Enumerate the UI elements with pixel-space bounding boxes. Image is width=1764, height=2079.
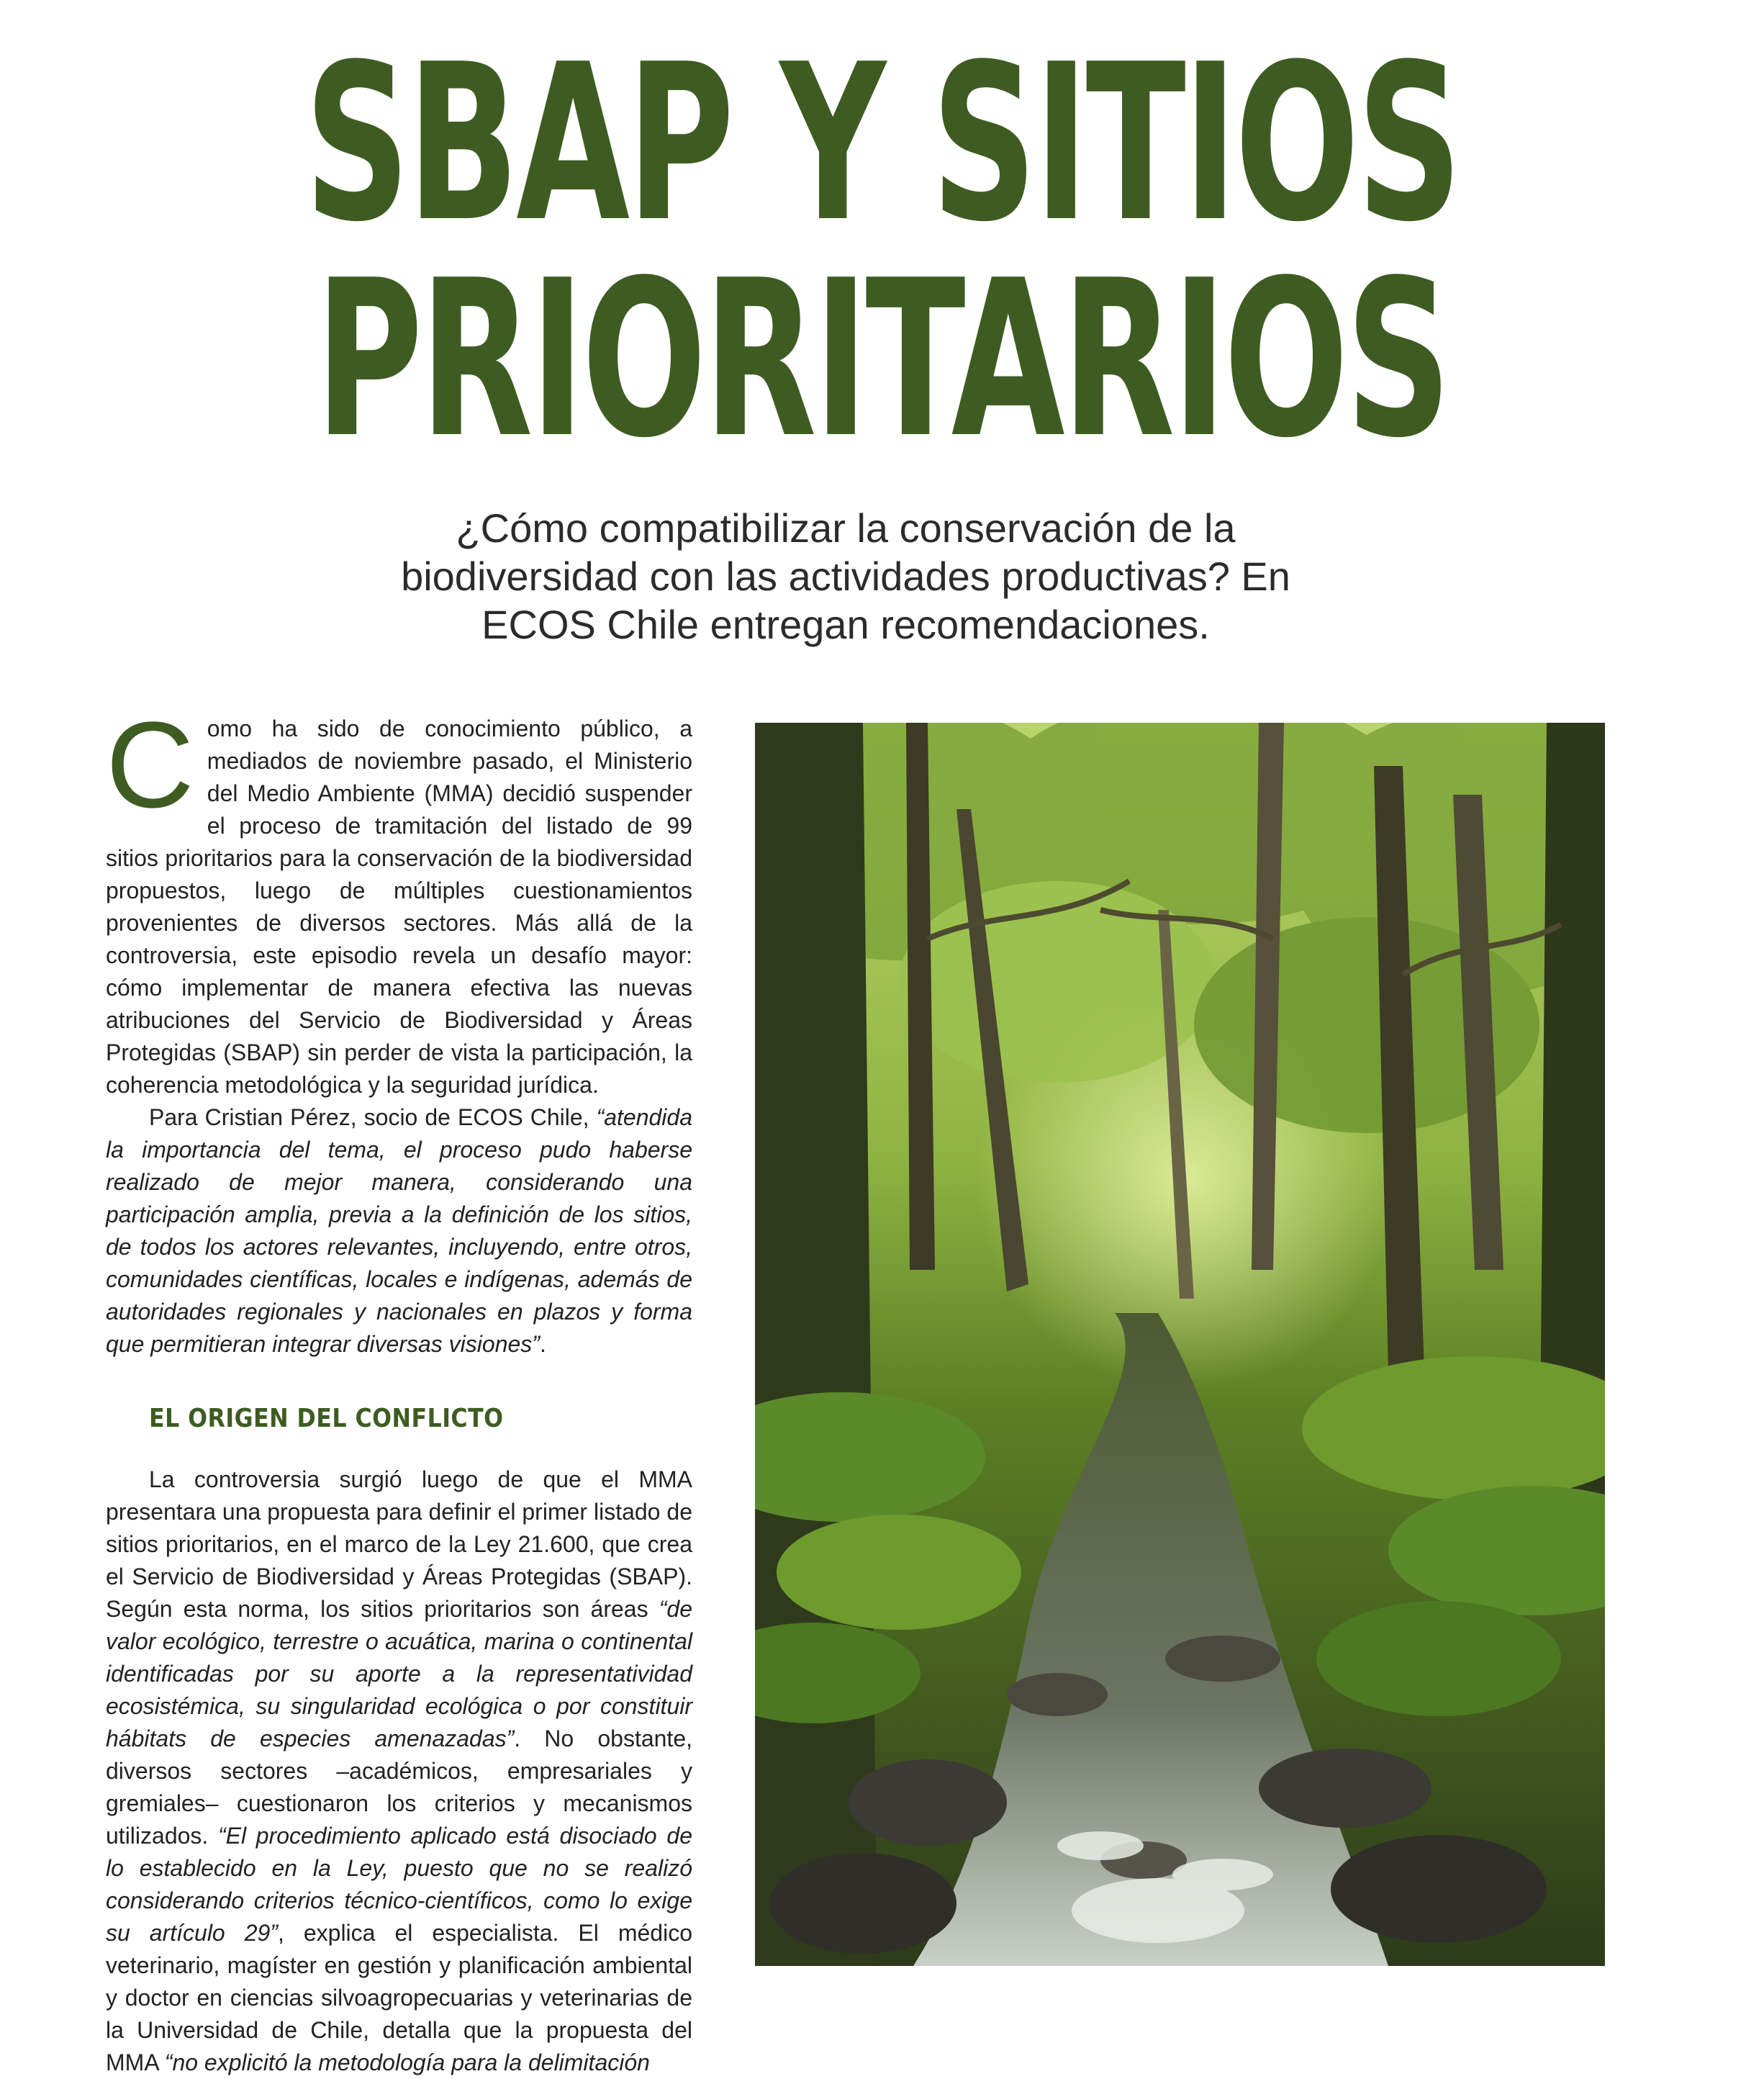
paragraph-2-quote: “atendida la importancia del tema, el proceso pudo haberse realizado de mejor manera, considerando una participación amplia, previa a la definición de los sitios, de todos los actores relevantes, incluyendo, entre otros, comunidades científicas, locales e indígenas, además de autoridades regionales y nacionales en plazos y forma que permitieran integrar diversas visiones”: [106, 1104, 692, 1357]
article-body-column: [106, 697, 693, 2079]
paragraph-3-quote-1: “de valor ecológico, terrestre o acuática, marina o continental identificadas por su aporte a la representatividad ecosistémica, su singularidad ecológica o por constituir hábitats de especies amenazadas”: [106, 1596, 692, 1751]
deck-line-1: ¿Cómo compatibilizar la conservación de la: [456, 505, 1236, 551]
paragraph-3: [106, 1464, 692, 2079]
forest-stream-illustration: [755, 723, 1605, 1966]
paragraph-3-b: . No obstante, diversos sectores –académicos, empresariales y gremiales– cuestionaron los criterios y mecanismos utilizados.: [106, 1726, 693, 1849]
forest-stream-photo: [755, 723, 1605, 1966]
paragraph-2-end: .: [539, 1331, 546, 1357]
title-line-2: PRIORITARIOS: [315, 234, 1449, 485]
paragraph-1-text: omo ha sido de conocimiento público, a mediados de noviembre pasado, el Ministerio del Medio Ambiente (MMA) decidió suspender el proceso de tramitación del listado de 99 sitios prioritarios para la conservación de la biodiversidad propuestos, luego de múltiples cuestionamientos provenientes de diversos sectores. Más allá de la controversia, este episodio revela un desafío mayor: cómo implementar de manera efectiva las nuevas atribuciones del Servicio de Biodiversidad y Áreas Protegidas (SBAP) sin perder de vista la participación, la coherencia metodológica y la seguridad jurídica.: [106, 716, 692, 1098]
deck-line-3: ECOS Chile entregan recomendaciones.: [481, 602, 1210, 647]
paragraph-3-c: , explica el especialista. El médico veterinario, magíster en gestión y planificación ambiental y doctor en ciencias silvoagropecuarias y veterinarias de la Universidad de Chile, detalla que la propuesta del MMA: [106, 1920, 693, 2075]
drop-cap: C: [106, 697, 194, 834]
article-deck: [302, 504, 1389, 649]
paragraph-3-quote-2: “El procedimiento aplicado está disociado de lo establecido en la Ley, puesto que no se realizó considerando criterios técnico-científicos, como lo exige su artículo 29”: [106, 1823, 693, 1946]
section-subhead: EL ORIGEN DEL CONFLICTO: [149, 1404, 504, 1433]
paragraph-1: [106, 697, 692, 1101]
title-line-1: SBAP Y SITIOS: [304, 18, 1460, 269]
paragraph-3-quote-3: “no explicitó la metodología para la delimitación: [164, 2049, 650, 2075]
deck-line-2: biodiversidad con las actividades productivas? En: [401, 554, 1290, 599]
paragraph-3-a: La controversia surgió luego de que el MMA presentara una propuesta para definir el primer listado de sitios prioritarios, en el marco de la Ley 21.600, que crea el Servicio de Biodiversidad y Áreas Protegidas (SBAP). Según esta norma, los sitios prioritarios son áreas: [106, 1466, 692, 1622]
paragraph-2-lead: Para Cristian Pérez, socio de ECOS Chile,: [149, 1104, 597, 1130]
paragraph-2: [106, 1101, 692, 1361]
